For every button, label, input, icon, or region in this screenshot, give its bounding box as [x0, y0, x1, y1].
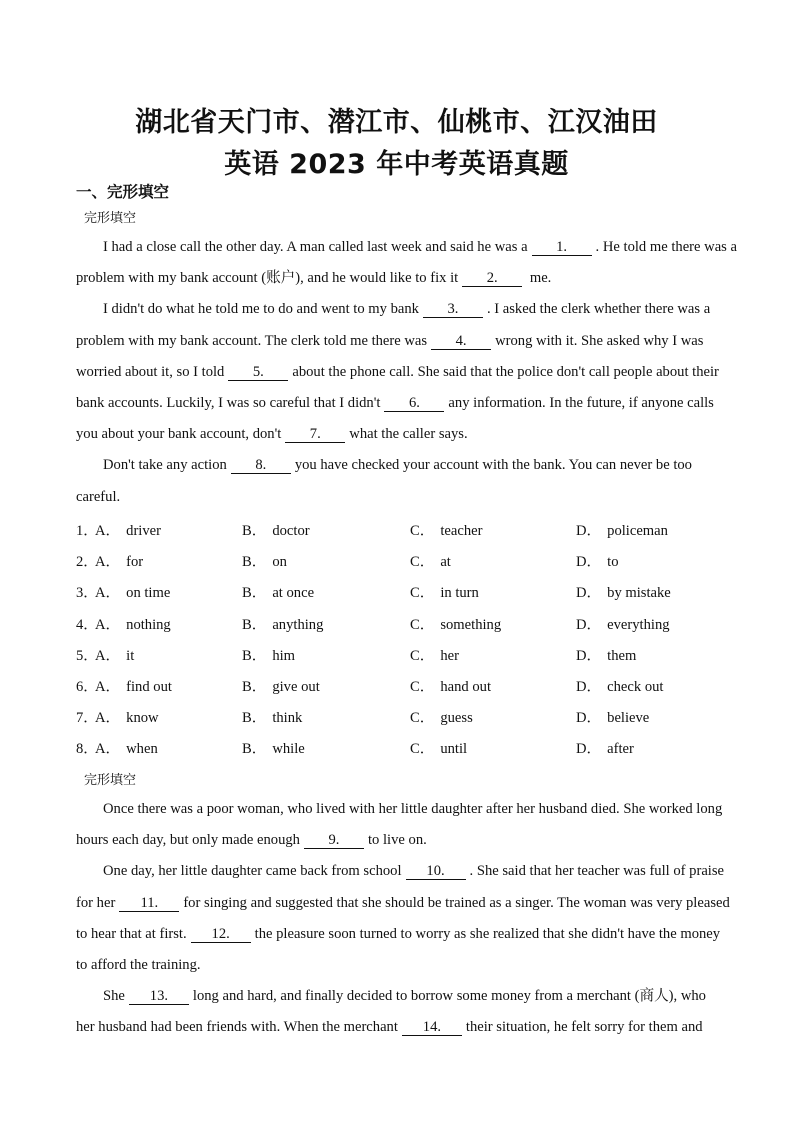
option-key: D．	[576, 616, 602, 633]
option-key: A．	[95, 679, 121, 695]
passage-text: for her	[76, 894, 116, 911]
passage-text: hours each day, but only made enough	[76, 832, 300, 849]
option-c[interactable]	[410, 581, 479, 602]
option-text: in turn	[440, 585, 479, 602]
passage-text: their situation, he felt sorry for them and	[465, 1019, 703, 1036]
option-key: C．	[410, 647, 435, 664]
option-text: policeman	[607, 523, 668, 539]
option-text: by mistake	[607, 585, 671, 602]
page-title-line-2: 英语 2023 年中考英语真题	[224, 149, 569, 180]
passage-text: any information. In the future, if anyone calls	[448, 395, 714, 411]
passage-2-label: 完形填空	[84, 773, 137, 788]
option-text: check out	[607, 679, 664, 695]
passage-1-line	[103, 238, 737, 256]
passage-2-line	[103, 987, 706, 1005]
question-number: 1．	[76, 523, 98, 539]
question-number: 5．	[76, 647, 98, 664]
option-d[interactable]	[576, 737, 634, 758]
option-c[interactable]	[410, 613, 501, 634]
option-key: D．	[576, 585, 602, 602]
option-text: teacher	[440, 523, 483, 539]
option-text: it	[126, 647, 135, 664]
option-key: B．	[242, 523, 267, 539]
option-key: B．	[242, 741, 267, 758]
passage-text: me.	[526, 270, 552, 287]
passage-text: to live on.	[367, 832, 427, 849]
section-heading: 一、完形填空	[76, 183, 170, 201]
option-a[interactable]	[95, 737, 158, 758]
answer-blank[interactable]: 8.	[231, 457, 291, 474]
option-b[interactable]	[242, 706, 302, 727]
answer-blank[interactable]: 10.	[406, 863, 466, 880]
passage-text: One day, her little daughter came back from school	[103, 863, 402, 880]
question-number: 7．	[76, 710, 98, 727]
option-key: D．	[576, 710, 602, 727]
passage-text: to afford the training.	[76, 957, 201, 973]
option-a[interactable]	[95, 613, 171, 634]
option-text: everything	[607, 616, 670, 633]
passage-1-line	[76, 332, 703, 350]
option-b[interactable]	[242, 737, 305, 758]
passage-2-line	[76, 831, 427, 849]
option-d[interactable]	[576, 519, 668, 540]
passage-text: careful.	[76, 488, 121, 505]
option-a[interactable]	[95, 519, 161, 540]
passage-text: She	[103, 988, 125, 1005]
option-d[interactable]	[576, 644, 636, 665]
passage-text: . She said that her teacher was full of praise	[469, 863, 725, 880]
answer-blank[interactable]: 9.	[304, 832, 364, 849]
option-text: guess	[440, 710, 473, 727]
option-c[interactable]	[410, 550, 451, 571]
option-a[interactable]	[95, 644, 134, 665]
passage-2-line	[103, 862, 724, 880]
option-text: anything	[272, 616, 324, 633]
passage-text: to hear that at first.	[76, 925, 187, 942]
option-text: to	[607, 554, 619, 571]
option-text: believe	[607, 710, 650, 727]
passage-text: bank accounts. Luckily, I was so careful that I didn't	[76, 395, 381, 411]
answer-blank[interactable]: 13.	[129, 988, 189, 1005]
passage-text: about the phone call. She said that the police don't call people about their	[292, 363, 719, 380]
passage-2-line	[103, 800, 722, 818]
option-text: until	[440, 741, 468, 758]
passage-2-line	[76, 956, 201, 974]
answer-blank[interactable]: 6.	[384, 395, 444, 412]
option-key: B．	[242, 710, 267, 727]
option-text: nothing	[126, 616, 171, 633]
option-key: D．	[576, 554, 602, 571]
option-a[interactable]	[95, 581, 170, 602]
option-text: them	[607, 647, 637, 664]
option-key: A．	[95, 554, 121, 571]
option-text: know	[126, 710, 159, 727]
option-key: C．	[410, 741, 435, 758]
option-key: A．	[95, 616, 121, 633]
answer-blank[interactable]: 1.	[532, 239, 592, 256]
option-d[interactable]	[576, 581, 671, 602]
page-title-line-1: 湖北省天门市、潜江市、仙桃市、江汉油田	[135, 107, 658, 138]
option-key: A．	[95, 710, 121, 727]
option-c[interactable]	[410, 644, 459, 665]
answer-blank[interactable]: 4.	[431, 333, 491, 350]
option-key: B．	[242, 647, 267, 664]
option-key: B．	[242, 554, 267, 571]
passage-text: you have checked your account with the bank. You can never be too	[294, 457, 692, 474]
passage-1-line	[103, 456, 692, 474]
passage-text: . I asked the clerk whether there was a	[486, 301, 711, 318]
option-text: after	[607, 741, 634, 758]
option-text: while	[272, 741, 305, 758]
answer-blank[interactable]: 5.	[228, 364, 288, 381]
option-key: A．	[95, 585, 121, 602]
option-key: B．	[242, 679, 267, 695]
passage-text: I had a close call the other day. A man called last week and said he was a	[103, 239, 528, 255]
option-b[interactable]	[242, 613, 323, 634]
passage-text: the pleasure soon turned to worry as she realized that she didn't have the money	[254, 925, 721, 942]
option-b[interactable]	[242, 644, 295, 665]
option-text: at	[440, 554, 451, 571]
option-key: B．	[242, 616, 267, 633]
answer-blank[interactable]: 14.	[402, 1019, 462, 1036]
option-text: at once	[272, 585, 315, 602]
question-number: 2．	[76, 554, 98, 571]
option-text: him	[272, 647, 296, 664]
option-d[interactable]	[576, 550, 619, 571]
question-number: 6．	[76, 679, 98, 695]
passage-1-line	[76, 394, 714, 412]
option-key: B．	[242, 585, 267, 602]
option-text: find out	[126, 679, 172, 695]
passage-2-line	[76, 1018, 703, 1036]
answer-blank[interactable]: 11.	[119, 895, 179, 912]
passage-text: what the caller says.	[349, 426, 468, 443]
option-text: for	[126, 554, 144, 571]
option-b[interactable]	[242, 581, 314, 602]
option-key: A．	[95, 523, 121, 539]
question-number: 8．	[76, 741, 98, 758]
passage-1-line	[76, 425, 468, 443]
option-text: doctor	[272, 523, 310, 539]
passage-text: for singing and suggested that she should be trained as a singer. The woman was very pleased	[183, 894, 730, 911]
option-a[interactable]	[95, 675, 172, 696]
option-key: C．	[410, 585, 435, 602]
option-c[interactable]	[410, 519, 482, 540]
option-c[interactable]	[410, 737, 467, 758]
answer-blank[interactable]: 7.	[285, 426, 345, 443]
passage-text: Once there was a poor woman, who lived with her little daughter after her husband died. She worked long	[103, 801, 723, 817]
option-text: give out	[272, 679, 320, 695]
option-text: when	[126, 741, 158, 758]
option-key: C．	[410, 616, 435, 633]
option-key: D．	[576, 523, 602, 539]
option-text: think	[272, 710, 303, 727]
option-b[interactable]	[242, 519, 310, 540]
option-text: her	[440, 647, 459, 664]
passage-text: you about your bank account, don't	[76, 426, 282, 443]
option-c[interactable]	[410, 675, 491, 696]
option-key: A．	[95, 741, 121, 758]
option-d[interactable]	[576, 613, 670, 634]
passage-text: problem with my bank account (账户), and he would like to fix it	[76, 270, 459, 287]
option-text: something	[440, 616, 502, 633]
passage-text: long and hard, and finally decided to borrow some money from a merchant (商人), who	[192, 988, 706, 1005]
passage-2-line	[76, 894, 730, 912]
option-text: hand out	[440, 679, 491, 695]
option-key: A．	[95, 647, 121, 664]
passage-1-line	[76, 269, 551, 287]
passage-text: Don't take any action	[103, 457, 227, 474]
option-c[interactable]	[410, 706, 473, 727]
option-key: D．	[576, 741, 602, 758]
option-text: driver	[126, 523, 161, 539]
option-key: C．	[410, 710, 435, 727]
question-number: 3．	[76, 585, 98, 602]
option-key: D．	[576, 679, 602, 695]
option-key: C．	[410, 679, 435, 695]
passage-text: . He told me there was a	[595, 239, 737, 255]
answer-blank[interactable]: 2.	[462, 270, 522, 287]
option-text: on time	[126, 585, 171, 602]
answer-blank[interactable]: 3.	[423, 301, 483, 318]
option-d[interactable]	[576, 675, 663, 696]
passage-2-line	[76, 925, 720, 943]
option-key: C．	[410, 554, 435, 571]
option-key: D．	[576, 647, 602, 664]
option-a[interactable]	[95, 550, 143, 571]
passage-1-line	[76, 363, 719, 381]
option-b[interactable]	[242, 675, 320, 696]
passage-text: I didn't do what he told me to do and went to my bank	[103, 301, 419, 318]
option-b[interactable]	[242, 550, 287, 571]
answer-blank[interactable]: 12.	[191, 926, 251, 943]
passage-text: worried about it, so I told	[76, 363, 225, 380]
option-text: on	[272, 554, 287, 571]
passage-text: wrong with it. She asked why I was	[495, 332, 704, 349]
option-d[interactable]	[576, 706, 649, 727]
passage-1-line	[103, 300, 710, 318]
passage-1-line	[76, 488, 120, 506]
question-number: 4．	[76, 616, 98, 633]
passage-text: problem with my bank account. The clerk told me there was	[76, 332, 428, 349]
passage-text: her husband had been friends with. When the merchant	[76, 1019, 398, 1036]
passage-1-label: 完形填空	[84, 211, 137, 226]
option-a[interactable]	[95, 706, 159, 727]
option-key: C．	[410, 523, 435, 539]
